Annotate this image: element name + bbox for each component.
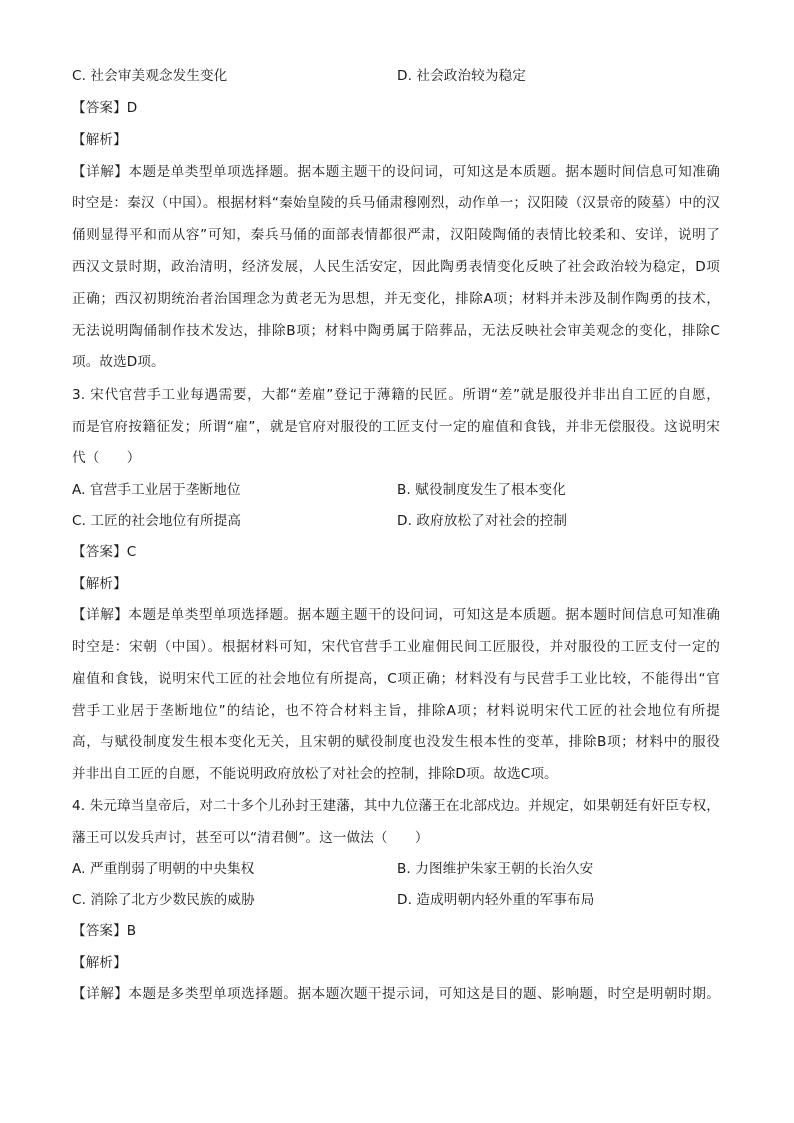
detail-line: 【详解】本题是多类型单项选择题。据本题次题干提示词，可知这是目的题、影响题，时空是明朝时期。 [72,986,720,1002]
question-3-stem: 而是官府按籍征发；所谓“雇”，就是官府对服役的工匠支付一定的雇值和食钱，并非无偿服役。这说明宋 [72,419,720,435]
detail-line: 【详解】本题是单类型单项选择题。据本题主题干的设问词，可知这是本质题。据本题时间信息可知准确 [72,607,720,623]
question-4-stem: 藩王可以发兵声讨，甚至可以“清君侧”。这一做法（ ） [72,830,429,846]
option-b: B. 赋役制度发生了根本变化 [397,482,566,498]
analysis-label: 【解析】 [72,132,127,148]
detail-line: 营手工业居于垄断地位”的结论，也不符合材料主旨，排除A项；材料说明宋代工匠的社会地位有所提 [72,703,720,719]
analysis-label: 【解析】 [72,576,127,592]
option-c: C. 消除了北方少数民族的威胁 [72,892,255,908]
detail-line: 西汉文景时期，政治清明，经济发展，人民生活安定，因此陶勇表情变化反映了社会政治较为稳定，D项 [72,259,720,275]
option-c: C. 工匠的社会地位有所提高 [72,513,242,529]
option-d: D. 造成明朝内轻外重的军事布局 [397,892,595,908]
option-a: A. 严重削弱了明朝的中央集权 [72,861,255,877]
detail-line: 并非出自工匠的自愿，不能说明政府放松了对社会的控制，排除D项。故选C项。 [72,766,558,782]
detail-line: 高，与赋役制度发生根本变化无关，且宋朝的赋役制度也没发生根本性的变革，排除B项；材料中的服役 [72,734,720,750]
detail-line: 无法说明陶俑制作技术发达，排除B项；材料中陶勇属于陪葬品，无法反映社会审美观念的变化，排除C [72,323,720,339]
answer-label: 【答案】B [72,923,137,939]
answer-label: 【答案】D [72,100,138,116]
option-d: D. 社会政治较为稳定 [397,68,526,84]
option-c: C. 社会审美观念发生变化 [72,68,228,84]
question-3-stem: 3. 宋代官营手工业每遇需要，大都“差雇”登记于薄籍的民匠。所谓“差”就是服役并非出自工匠的自愿， [72,387,720,403]
option-a: A. 官营手工业居于垄断地位 [72,482,241,498]
detail-line: 雇值和食钱，说明宋代工匠的社会地位有所提高，C项正确；材料没有与民营手工业比较，不能得出“官 [72,671,720,687]
detail-line: 时空是：宋朝（中国）。根据材料可知，宋代官营手工业雇佣民间工匠服役，并对服役的工匠支付一定的 [72,639,720,655]
analysis-label: 【解析】 [72,955,127,971]
detail-line: 俑则显得平和而从容”可知，秦兵马俑的面部表情都很严肃，汉阳陵陶俑的表情比较柔和、安详，说明了 [72,227,720,243]
answer-label: 【答案】C [72,544,137,560]
option-b: B. 力图维护朱家王朝的长治久安 [397,861,594,877]
detail-line: 【详解】本题是单类型单项选择题。据本题主题干的设问词，可知这是本质题。据本题时间信息可知准确 [72,164,720,180]
detail-line: 项。故选D项。 [72,354,165,370]
question-3-stem: 代（ ） [72,450,141,466]
question-4-stem: 4. 朱元璋当皇帝后，对二十多个儿孙封王建藩，其中九位藩王在北部戍边。并规定，如果朝廷有奸臣专权， [72,798,720,814]
detail-line: 时空是：秦汉（中国）。根据材料“秦始皇陵的兵马俑肃穆刚烈，动作单一；汉阳陵（汉景帝的陵墓）中的汉 [72,195,720,211]
detail-line: 正确；西汉初期统治者治国理念为黄老无为思想，并无变化，排除A项；材料并未涉及制作陶勇的技术， [72,291,720,307]
option-d: D. 政府放松了对社会的控制 [397,513,568,529]
